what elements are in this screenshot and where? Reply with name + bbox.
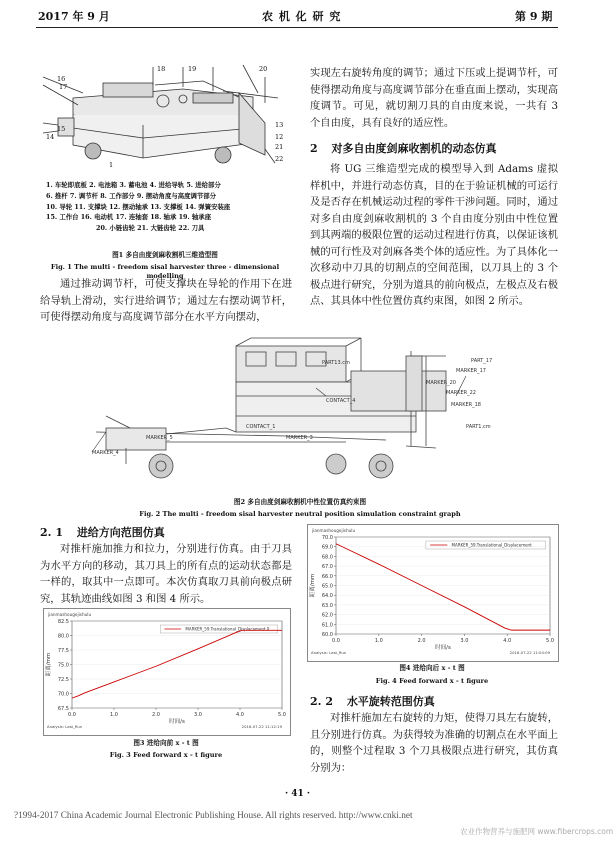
y-tick-label: 68.0: [321, 554, 333, 561]
fig1-label: 1: [109, 161, 114, 169]
x-tick-label: 2.0: [417, 638, 426, 644]
x-tick-label: 3.0: [194, 712, 202, 718]
fig1-label: 12: [275, 133, 284, 141]
fig2-label: CONTACT_1: [246, 424, 276, 430]
fig1-label: 16: [57, 75, 66, 83]
fig1-label: 17: [59, 83, 68, 91]
page-number: · 41 ·: [284, 789, 311, 799]
y-tick-label: 61.0: [321, 622, 333, 629]
fig1-label: 13: [275, 121, 284, 129]
fig1-caption-cn: 图1 多自由度剑麻收割机三维造型图: [112, 251, 218, 259]
legend-label: MARKER_59.Translational_Displacement.X: [185, 626, 270, 632]
fig2-label: PART13.cm: [322, 360, 350, 366]
y-tick-label: 66.0: [321, 573, 333, 580]
x-axis-label: 时间/s: [169, 719, 185, 725]
fig1-label: 15: [57, 125, 66, 133]
x-tick-label: 4.0: [236, 712, 244, 718]
section-2-2-heading: [310, 693, 435, 709]
section-2-1-heading: [40, 524, 165, 540]
y-tick-label: 62.0: [321, 612, 333, 619]
fig1-label: 14: [46, 133, 55, 141]
y-tick-label: 75.0: [57, 662, 69, 669]
fig2-label: MARKER_5: [146, 435, 173, 441]
fig2-label: MARKER_4: [92, 450, 119, 456]
y-tick-label: 63.0: [321, 602, 333, 609]
harvester-3d-drawing: [43, 63, 288, 173]
fig3-caption-cn: 图3 进给向前 x - t 图: [133, 739, 199, 747]
fig3-caption-en: Fig. 3 Feed forward x - t figure: [109, 751, 223, 759]
fig2-label: MARKER_20: [426, 380, 456, 386]
fig2-label: MARKER_17: [456, 368, 486, 374]
fig3-chart-frame: [43, 608, 291, 736]
fig1-legend-line: 20. 小链齿轮 21. 大链齿轮 22. 刀具: [96, 224, 205, 233]
header-issue: 第 9 期: [515, 10, 553, 23]
fig1-legend-line: 15. 工作台 16. 电动机 17. 连轴套 18. 轴承 19. 轴承座: [46, 213, 212, 222]
figure2-image: [86, 336, 526, 492]
fig2-caption-en: Fig. 2 The multi - freedom sisal harvester neutral position simulation constraint graph: [139, 510, 461, 518]
x-tick-label: 0.0: [332, 638, 340, 644]
section-2-heading: [310, 140, 497, 156]
section-title: 对多自由度剑麻收割机的动态仿真: [331, 142, 497, 155]
y-tick-label: 65.0: [321, 583, 333, 590]
body-paragraph: 对推杆施加左右旋转的力矩，使得刀具左右旋转，且分别进行仿真。为获得较为准确的切割点在水平面上的，则整个过程取 3 个刀具极限点进行研究，其仿真分别为：: [310, 712, 558, 774]
y-tick-label: 69.0: [321, 544, 333, 551]
y-tick-label: 60.0: [321, 632, 333, 638]
fig1-legend: [46, 180, 296, 234]
fig4-caption-en: Fig. 4 Feed forward x - t figure: [375, 677, 489, 685]
y-tick-label: 77.5: [57, 648, 69, 654]
y-tick-label: 82.5: [57, 619, 69, 625]
body-paragraph: 对推杆施加推力和拉力，分别进行仿真。由于刀具为水平方向的移动，其刀具上的所有点的运动状态都是一样的，取其中一点即可。本次仿真取刀具前向极点研究，其轨迹曲线如图 3 和图 4 所示。: [40, 543, 292, 605]
simulation-constraint-drawing: [86, 336, 526, 492]
fig2-label: MARKER_3: [286, 435, 313, 441]
x-axis-label: 时间/s: [435, 645, 451, 651]
fig1-label: 20: [259, 65, 268, 73]
y-axis-label: 距离/mm: [46, 652, 52, 677]
fig2-label: MARKER_18: [451, 402, 481, 408]
fig2-label: PART_17: [471, 358, 493, 364]
fig2-caption-cn: 图2 多自由度剑麻收割机中性位置仿真约束图: [233, 498, 367, 506]
fig1-label: 21: [275, 143, 284, 151]
x-tick-label: 5.0: [546, 638, 554, 644]
fig1-label: 18: [157, 65, 166, 73]
fig1-label: 22: [275, 155, 284, 163]
chart-footer-right: 2016-07-22 11:12:19: [241, 724, 282, 729]
x-tick-label: 3.0: [460, 638, 469, 644]
header-date: 2017 年 9 月: [38, 10, 110, 23]
y-tick-label: 80.0: [57, 633, 69, 640]
chart-footer-right: 2016-07-22 11:04:09: [509, 650, 550, 655]
x-tick-label: 4.0: [503, 638, 512, 644]
copyright-footer: ?1994-2017 China Academic Journal Electronic Publishing House. All rights reserved. http://www.cnki.net: [14, 811, 413, 821]
fig4-chart: [308, 525, 558, 661]
fig2-label: MARKER_22: [446, 390, 476, 396]
y-tick-label: 70.0: [57, 691, 69, 698]
body-paragraph: 将 UG 三维造型完成的模型导入到 Adams 虚拟样机中，并进行动态仿真，目的在于验证机械的可运行及是否存在机械运动过程的零件干涉问题。同时，通过对多自由度剑麻收割机的 3 个自由度分别由中性位置到其两端的极限位置的运动过程进行仿真，以保证该机械的可行性及对剑麻各类个体的适应性。为了具体化一次移动中刀具的切割点的空间范围，以刀具上的 3 个极点进行研究，分别为道具的前向极点，左极点及右极点、其具体中性位置仿真约束图，如图 2 所示。: [310, 163, 558, 307]
y-tick-label: 70.0: [321, 535, 333, 541]
x-tick-label: 1.0: [110, 712, 118, 718]
fig2-label: PART1.cm: [466, 424, 491, 430]
x-tick-label: 1.0: [374, 638, 383, 644]
y-tick-label: 67.5: [57, 706, 69, 712]
x-tick-label: 2.0: [152, 712, 160, 718]
fig1-legend-line: 1. 车轮即底板 2. 电池箱 3. 蓄电池 4. 进给导轨 5. 进给部分: [46, 181, 221, 189]
fig4-caption-cn: 图4 进给向后 x - t 图: [399, 664, 465, 672]
watermark: 农业作物营养与施肥网 www.fibercrops.com: [460, 827, 613, 836]
fig3-chart: [44, 609, 290, 735]
y-axis-label: 距离/mm: [310, 573, 316, 598]
chart-footer-left: Analysis: Last_Run: [47, 724, 83, 729]
fig1-legend-line: 6. 推杆 7. 调节杆 8. 工作部分 9. 摆动角度与高度调节部分: [46, 191, 217, 200]
figure1-image: [43, 63, 288, 173]
section-number: 2: [310, 142, 318, 155]
section-number: 2. 1: [40, 526, 63, 539]
section-title: 水平旋转范围仿真: [346, 695, 435, 708]
body-paragraph: 实现左右旋转角度的调节；通过下压或上提调节杆，可使得摆动角度与高度调节部分在垂直面上摆动，实现高度调节。可见，就切割刀具的自由度来说，一共有 3 个自由度，具有良好的适应性。: [310, 67, 558, 129]
y-tick-label: 67.0: [321, 564, 333, 571]
x-tick-label: 5.0: [278, 712, 286, 718]
chart-small-title: jianmashougejishulu: [312, 528, 356, 533]
header-journal: 农 机 化 研 究: [262, 10, 342, 23]
x-tick-label: 0.0: [68, 712, 76, 718]
legend-label: MARKER_59.Translational_Displacement: [451, 542, 532, 548]
fig1-legend-line: 10. 导轮 11. 支撑块 12. 摆动轴承 13. 支撑板 14. 弹簧安装座: [46, 202, 231, 211]
chart-small-title: jianmashougejishulu: [48, 612, 92, 617]
fig1-label: 19: [188, 65, 197, 73]
y-tick-label: 72.5: [57, 677, 69, 683]
fig2-label: CONTACT_4: [326, 398, 356, 404]
section-number: 2. 2: [310, 695, 333, 708]
y-tick-label: 64.0: [321, 593, 333, 600]
fig1-caption-en: Fig. 1 The multi - freedom sisal harvester three - dimensional modelling: [50, 263, 280, 280]
header-rule: [36, 27, 558, 28]
fig4-chart-frame: [307, 524, 559, 662]
chart-footer-left: Analysis: Last_Run: [311, 650, 347, 655]
body-paragraph: 通过推动调节杆，可使支撑块在导轮的作用下在进给导轨上滑动，实行进给调节；通过左右摆动调节杆，可使得摆动角度与高度调节部分在水平方向摆动，: [40, 278, 292, 323]
section-title: 进给方向范围仿真: [76, 526, 165, 539]
